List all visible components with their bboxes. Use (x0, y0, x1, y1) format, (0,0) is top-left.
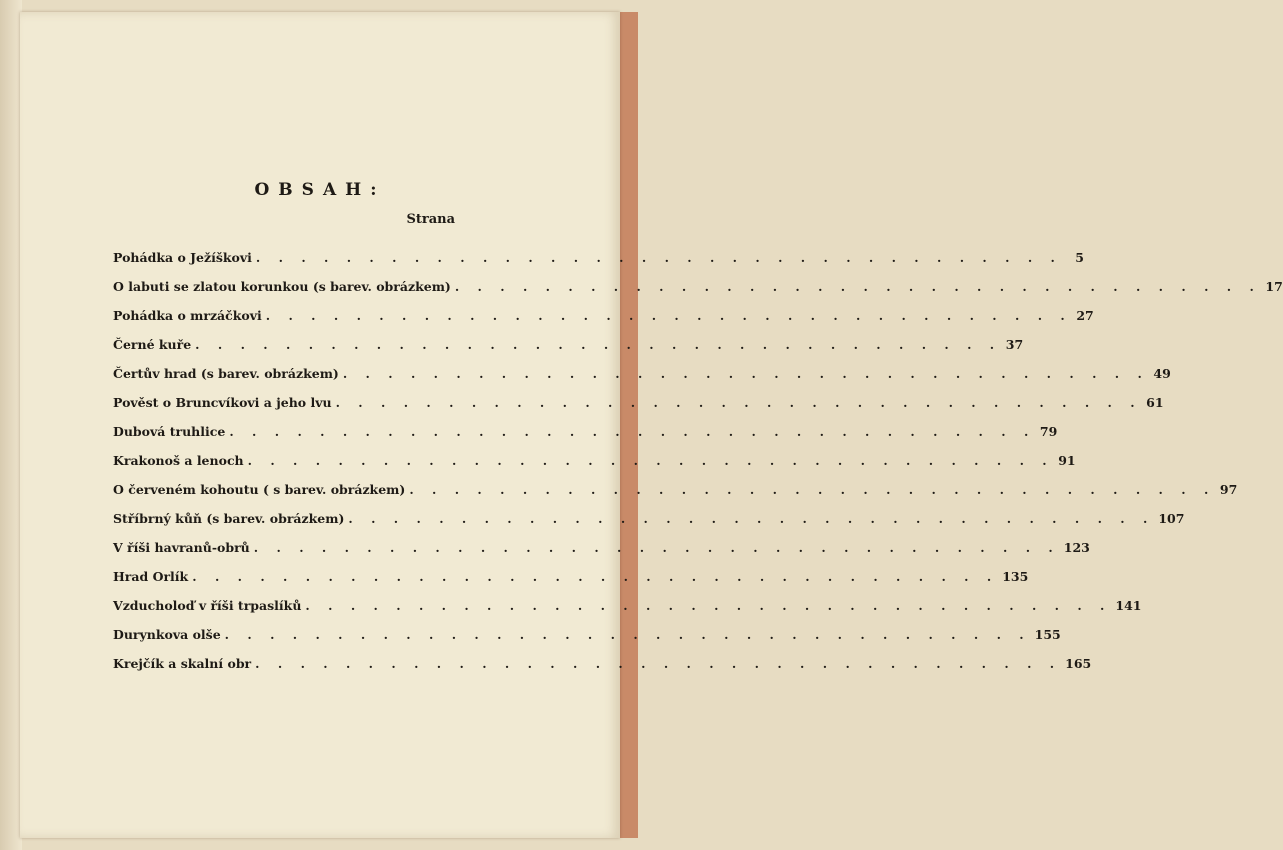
toc-leader: . . . . . . . . . . . . . . . . . . . . . . . . . . . . . . . . . . . . (247, 453, 1054, 468)
toc-leader: . . . . . . . . . . . . . . . . . . . . . . . . . . . . . . . . . . . . (255, 250, 1062, 265)
toc-leader: . . . . . . . . . . . . . . . . . . . . . . . . . . . . . . . . . . . . (224, 627, 1031, 642)
toc-entry-page: 17 (1265, 279, 1283, 294)
toc-entry (113, 642, 1092, 671)
toc-entry-page: 91 (1058, 453, 1076, 468)
book-page (20, 12, 1283, 838)
toc-entry-title: Pověst o Bruncvíkovi a jeho lvu (113, 395, 332, 410)
table-of-contents (113, 236, 1283, 671)
toc-entry (113, 323, 1024, 352)
toc-entry-page: 135 (1002, 569, 1029, 584)
toc-entry-page: 61 (1146, 395, 1164, 410)
toc-leader: . . . . . . . . . . . . . . . . . . . . . . . . . . . . . . . . . . . . (229, 424, 1036, 439)
toc-entry-title: O červeném kohoutu ( s barev. obrázkem) (113, 482, 406, 497)
book-spine (0, 0, 22, 850)
toc-leader: . . . . . . . . . . . . . . . . . . . . . . . . . . . . . . . . . . . . (305, 598, 1112, 613)
toc-entry (113, 265, 1283, 294)
toc-entry-title: Pohádka o mrzáčkovi (113, 308, 262, 323)
toc-entry (113, 584, 1142, 613)
toc-entry (113, 439, 1076, 468)
toc-entry-title: V říši havranů-obrů (113, 540, 250, 555)
toc-entry-title: Vzducholoď v říši trpaslíků (113, 598, 302, 613)
toc-entry-title: Pohádka o Ježíškovi (113, 250, 252, 265)
toc-entry-page: 123 (1063, 540, 1090, 555)
toc-entry-page: 107 (1158, 511, 1185, 526)
toc-leader: . . . . . . . . . . . . . . . . . . . . . . . . . . . . . . . . . . . . (265, 308, 1072, 323)
toc-leader: . . . . . . . . . . . . . . . . . . . . . . . . . . . . . . . . . . . . (454, 279, 1261, 294)
toc-leader: . . . . . . . . . . . . . . . . . . . . . . . . . . . . . . . . . . . . (409, 482, 1216, 497)
page-column-label: Strana (406, 212, 455, 227)
toc-entry (113, 410, 1058, 439)
toc-entry-page: 5 (1075, 250, 1084, 265)
toc-leader: . . . . . . . . . . . . . . . . . . . . . . . . . . . . . . . . . . . . (335, 395, 1142, 410)
page-title: OBSAH: (254, 180, 386, 200)
toc-leader: . . . . . . . . . . . . . . . . . . . . . . . . . . . . . . . . . . . . (253, 540, 1060, 555)
toc-entry (113, 468, 1238, 497)
toc-entry-page: 165 (1065, 656, 1092, 671)
toc-entry-title: Čertův hrad (s barev. obrázkem) (113, 366, 339, 381)
toc-leader: . . . . . . . . . . . . . . . . . . . . . . . . . . . . . . . . . . . . (255, 656, 1062, 671)
toc-entry-page: 49 (1153, 366, 1171, 381)
toc-entry-page: 155 (1034, 627, 1061, 642)
toc-entry-title: Stříbrný kůň (s barev. obrázkem) (113, 511, 345, 526)
toc-entry-page: 79 (1039, 424, 1058, 439)
toc-entry (113, 613, 1061, 642)
toc-entry-title: Durynkova olše (113, 627, 221, 642)
toc-entry-title: O labuti se zlatou korunkou (s barev. obrázkem) (113, 279, 451, 294)
toc-entry-page: 97 (1219, 482, 1238, 497)
toc-entry (113, 236, 1084, 265)
toc-entry (113, 294, 1094, 323)
toc-entry-title: Dubová truhlice (113, 424, 226, 439)
toc-leader: . . . . . . . . . . . . . . . . . . . . . . . . . . . . . . . . . . . . (195, 337, 1002, 352)
toc-entry-title: Černé kuře (113, 337, 192, 352)
toc-entry (113, 352, 1171, 381)
toc-entry (113, 555, 1029, 584)
toc-entry (113, 381, 1164, 410)
toc-leader: . . . . . . . . . . . . . . . . . . . . . . . . . . . . . . . . . . . . (348, 511, 1155, 526)
toc-entry-page: 37 (1005, 337, 1024, 352)
toc-entry-title: Hrad Orlík (113, 569, 189, 584)
toc-entry (113, 497, 1185, 526)
toc-entry-title: Krejčík a skalní obr (113, 656, 252, 671)
toc-leader: . . . . . . . . . . . . . . . . . . . . . . . . . . . . . . . . . . . . (342, 366, 1149, 381)
toc-entry-page: 141 (1115, 598, 1142, 613)
toc-leader: . . . . . . . . . . . . . . . . . . . . . . . . . . . . . . . . . . . . (192, 569, 999, 584)
toc-entry-page: 27 (1076, 308, 1094, 323)
toc-entry-title: Krakonoš a lenoch (113, 453, 244, 468)
toc-entry (113, 526, 1090, 555)
